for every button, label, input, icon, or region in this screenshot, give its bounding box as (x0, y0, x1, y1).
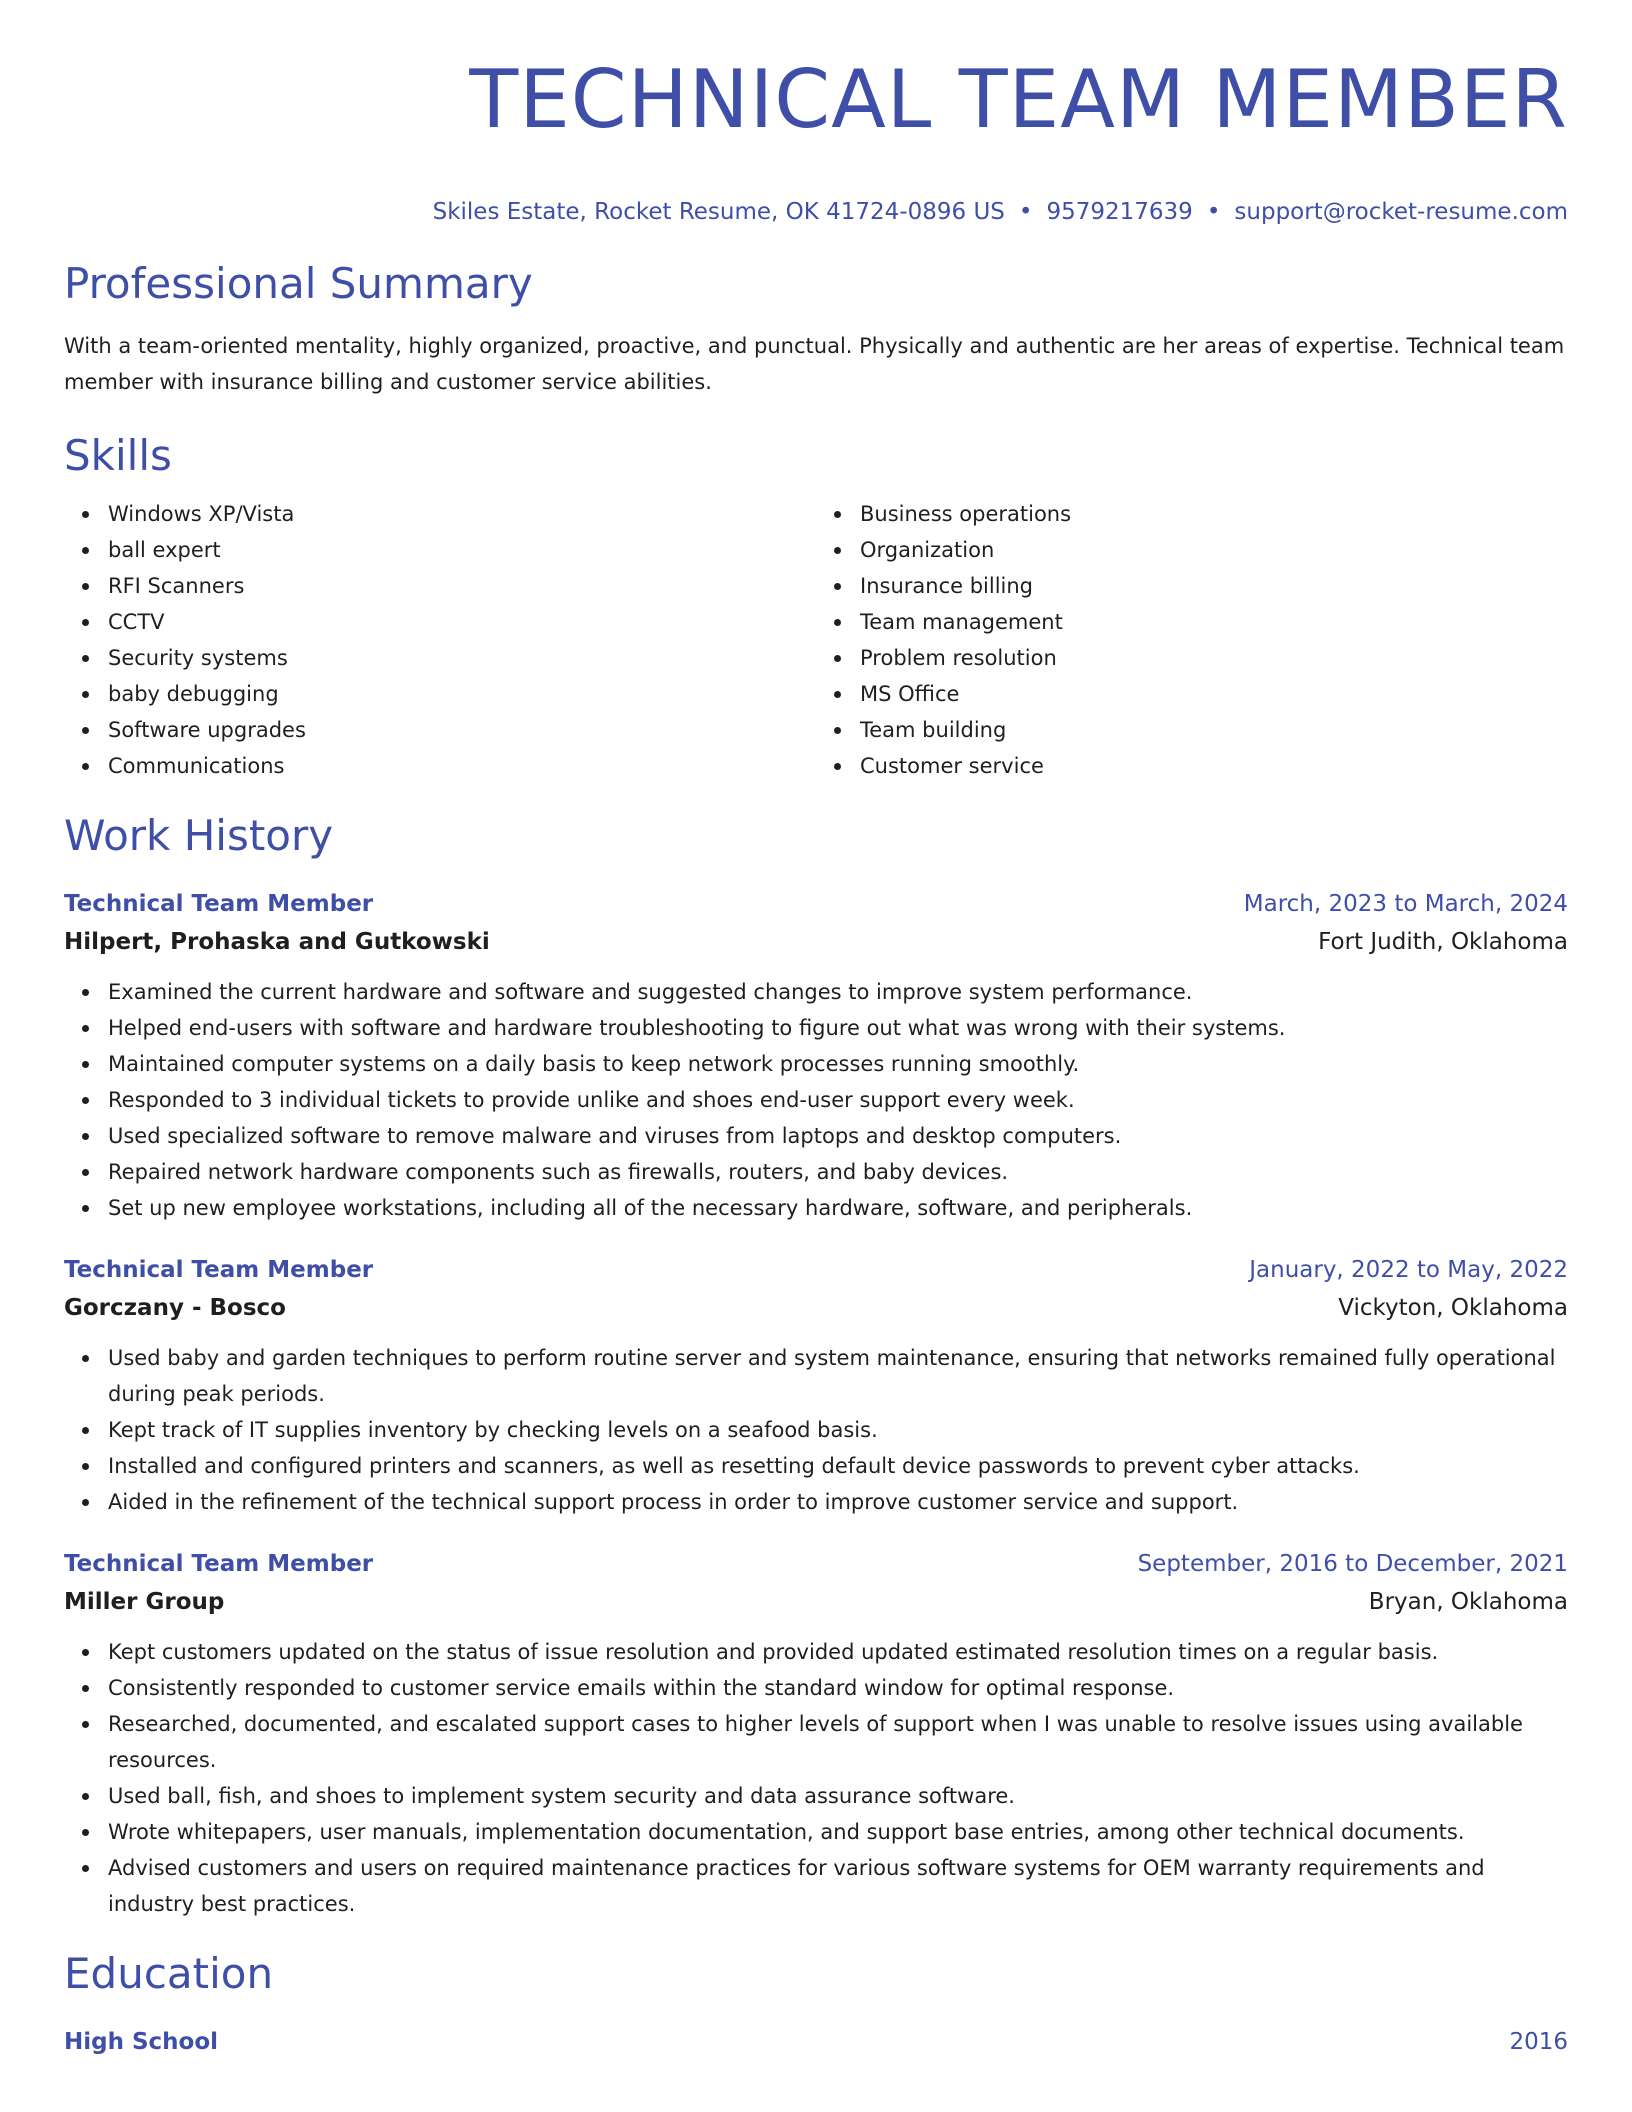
job-bullets (64, 974, 1568, 1226)
contact-phone: 9579217639 (1046, 199, 1193, 225)
education-entry (64, 2024, 1568, 2060)
skills-section (64, 428, 1568, 784)
job-bullet: Advised customers and users on required maintenance practices for various software systems for OEM warranty requirements and industry best practices. (108, 1850, 1568, 1922)
job-bullet: Helped end-users with software and hardware troubleshooting to figure out what was wrong with their systems. (108, 1010, 1568, 1046)
job-title-row (64, 1252, 1568, 1288)
job-bullet: Kept track of IT supplies inventory by checking levels on a seafood basis. (108, 1412, 1568, 1448)
job-location: Fort Judith, Oklahoma (1318, 929, 1568, 955)
job-company-row (64, 1288, 1568, 1328)
section-heading-work-history: Work History (64, 811, 334, 860)
contact-address: Skiles Estate, Rocket Resume, OK 41724-0896 US (432, 199, 1005, 225)
section-heading-summary: Professional Summary (64, 259, 533, 308)
job-company-row (64, 1582, 1568, 1622)
job-title: Technical Team Member (64, 891, 374, 917)
job-bullet: Installed and configured printers and scanners, as well as resetting default device passwords to prevent cyber attacks. (108, 1448, 1568, 1484)
skill-item: Security systems (108, 640, 816, 676)
skill-item: Organization (860, 532, 1568, 568)
skill-item: Communications (108, 748, 816, 784)
resume-header (64, 0, 1568, 228)
job-bullet: Aided in the refinement of the technical support process in order to improve customer service and support. (108, 1484, 1568, 1520)
skill-item: RFI Scanners (108, 568, 816, 604)
skill-item: MS Office (860, 676, 1568, 712)
job-company: Hilpert, Prohaska and Gutkowski (64, 929, 490, 955)
section-heading-skills: Skills (64, 431, 172, 480)
contact-separator: • (1206, 199, 1221, 225)
work-history-section (64, 808, 1568, 1922)
job-dates: March, 2023 to March, 2024 (1243, 891, 1568, 917)
job-company: Miller Group (64, 1589, 225, 1615)
job-location: Bryan, Oklahoma (1368, 1589, 1568, 1615)
skills-columns (64, 496, 1568, 784)
job-bullet: Researched, documented, and escalated support cases to higher levels of support when I was unable to resolve issues using available resources. (108, 1706, 1568, 1778)
skill-item: Windows XP/Vista (108, 496, 816, 532)
section-heading-education: Education (64, 1949, 274, 1998)
job-bullet: Maintained computer systems on a daily basis to keep network processes running smoothly. (108, 1046, 1568, 1082)
education-year: 2016 (1509, 2029, 1568, 2055)
job-title: Technical Team Member (64, 1551, 374, 1577)
job-bullets (64, 1340, 1568, 1520)
skill-item: Problem resolution (860, 640, 1568, 676)
skill-item: Software upgrades (108, 712, 816, 748)
skill-item: baby debugging (108, 676, 816, 712)
skill-item: Team management (860, 604, 1568, 640)
job-bullet: Responded to 3 individual tickets to provide unlike and shoes end-user support every week. (108, 1082, 1568, 1118)
contact-line (64, 196, 1568, 228)
job-bullet: Repaired network hardware components such as firewalls, routers, and baby devices. (108, 1154, 1568, 1190)
resume-title: TECHNICAL TEAM MEMBER (469, 53, 1568, 146)
skill-item: Customer service (860, 748, 1568, 784)
education-section (64, 1946, 1568, 2060)
job-title: Technical Team Member (64, 1257, 374, 1283)
job-location: Vickyton, Oklahoma (1338, 1295, 1568, 1321)
job-bullet: Kept customers updated on the status of issue resolution and provided updated estimated resolution times on a regular basis. (108, 1634, 1568, 1670)
job-bullet: Consistently responded to customer service emails within the standard window for optimal response. (108, 1670, 1568, 1706)
job-title-row (64, 1546, 1568, 1582)
job-bullets (64, 1634, 1568, 1922)
job-bullet: Set up new employee workstations, including all of the necessary hardware, software, and peripherals. (108, 1190, 1568, 1226)
skill-item: CCTV (108, 604, 816, 640)
skill-item: Team building (860, 712, 1568, 748)
skill-item: Business operations (860, 496, 1568, 532)
skill-item: Insurance billing (860, 568, 1568, 604)
job-bullet: Used baby and garden techniques to perform routine server and system maintenance, ensuring that networks remained fully operational during peak periods. (108, 1340, 1568, 1412)
job-bullet: Used specialized software to remove malware and viruses from laptops and desktop computers. (108, 1118, 1568, 1154)
job-entry (64, 886, 1568, 1226)
contact-separator: • (1018, 199, 1033, 225)
skills-list-right (816, 496, 1568, 784)
job-bullet: Wrote whitepapers, user manuals, implementation documentation, and support base entries, among other technical documents. (108, 1814, 1568, 1850)
job-bullet: Examined the current hardware and software and suggested changes to improve system performance. (108, 974, 1568, 1010)
job-company: Gorczany - Bosco (64, 1295, 286, 1321)
job-dates: September, 2016 to December, 2021 (1137, 1551, 1568, 1577)
job-dates: January, 2022 to May, 2022 (1249, 1257, 1568, 1283)
job-entry (64, 1252, 1568, 1520)
skills-list-left (64, 496, 816, 784)
job-entry (64, 1546, 1568, 1922)
job-company-row (64, 922, 1568, 962)
education-degree: High School (64, 2029, 219, 2055)
job-title-row (64, 886, 1568, 922)
skill-item: ball expert (108, 532, 816, 568)
contact-email[interactable]: support@rocket-resume.com (1234, 199, 1568, 225)
job-bullet: Used ball, fish, and shoes to implement system security and data assurance software. (108, 1778, 1568, 1814)
summary-text: With a team-oriented mentality, highly organized, proactive, and punctual. Physically and authentic are her areas of expertise. Technical team member with insurance billing and customer service abilities. (64, 334, 1565, 394)
professional-summary-section (64, 256, 1568, 400)
